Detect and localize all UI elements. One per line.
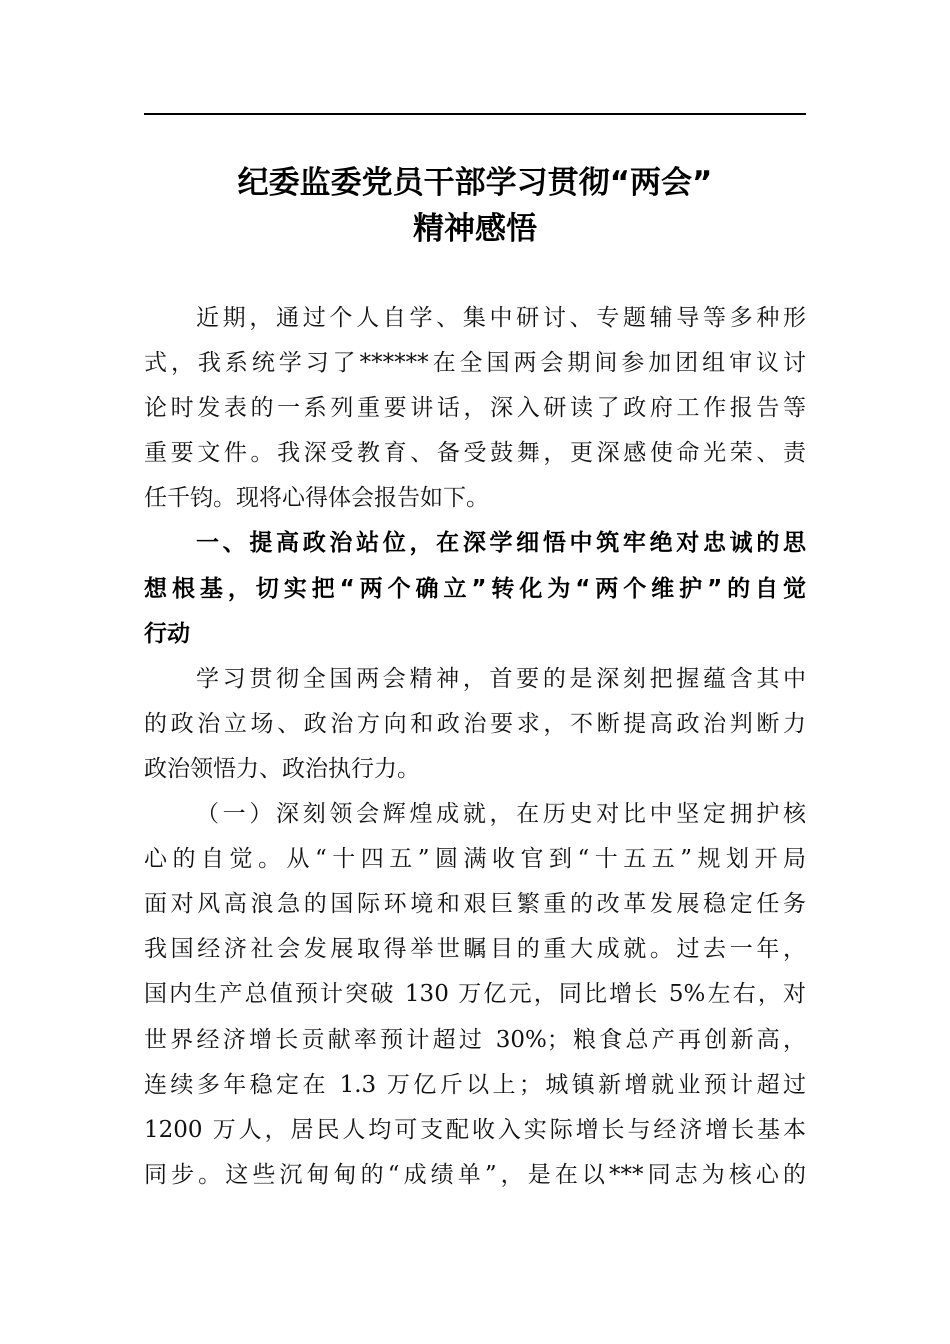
text-line: 政治领悟力、政治执行力。 <box>144 755 420 782</box>
heading-line: 想根基，切实把“两个确立”转化为“两个维护”的自觉 <box>144 575 806 602</box>
title-line: 精神感悟 <box>413 211 537 247</box>
title-line: 纪委监委党员干部学习贯彻“两会” <box>237 165 713 201</box>
text-line: 世界经济增长贡献率预计超过 30%；粮食总产再创新高， <box>144 1026 806 1053</box>
document-title <box>144 160 806 252</box>
text-line: 国内生产总值预计突破 130 万亿元，同比增长 5%左右，对 <box>144 981 806 1008</box>
text-line: 面对风高浪急的国际环境和艰巨繁重的改革发展稳定任务 <box>144 891 806 918</box>
text-line: 的政治立场、政治方向和政治要求，不断提高政治判断力 <box>144 710 806 737</box>
text-line: 同步。这些沉甸甸的“成绩单”，是在以***同志为核心的 <box>144 1161 806 1188</box>
paragraph-political <box>144 657 806 792</box>
document-body <box>144 296 806 1198</box>
paragraph-achievements <box>144 792 806 1198</box>
paragraph-intro <box>144 296 806 521</box>
section-heading-1 <box>144 521 806 656</box>
text-line: 学习贯彻全国两会精神，首要的是深刻把握蕴含其中 <box>196 665 806 692</box>
heading-line: 行动 <box>144 620 190 647</box>
text-line: 式，我系统学习了******在全国两会期间参加团组审议讨 <box>144 350 806 377</box>
text-line: 近期，通过个人自学、集中研讨、专题辅导等多种形 <box>196 305 806 331</box>
header-rule <box>144 113 806 115</box>
text-line: （一）深刻领会辉煌成就，在历史对比中坚定拥护核 <box>196 801 806 828</box>
text-line: 论时发表的一系列重要讲话，深入研读了政府工作报告等 <box>144 395 806 422</box>
text-line: 任千钧。现将心得体会报告如下。 <box>144 485 489 512</box>
text-line: 心的自觉。从“十四五”圆满收官到“十五五”规划开局 <box>144 846 806 873</box>
text-line: 1200 万人，居民人均可支配收入实际增长与经济增长基本 <box>144 1116 806 1143</box>
heading-line: 一、提高政治站位，在深学细悟中筑牢绝对忠诚的思 <box>196 530 806 557</box>
text-line: 重要文件。我深受教育、备受鼓舞，更深感使命光荣、责 <box>144 440 806 467</box>
text-line: 连续多年稳定在 1.3 万亿斤以上；城镇新增就业预计超过 <box>144 1071 806 1098</box>
text-line: 我国经济社会发展取得举世瞩目的重大成就。过去一年， <box>144 936 806 963</box>
